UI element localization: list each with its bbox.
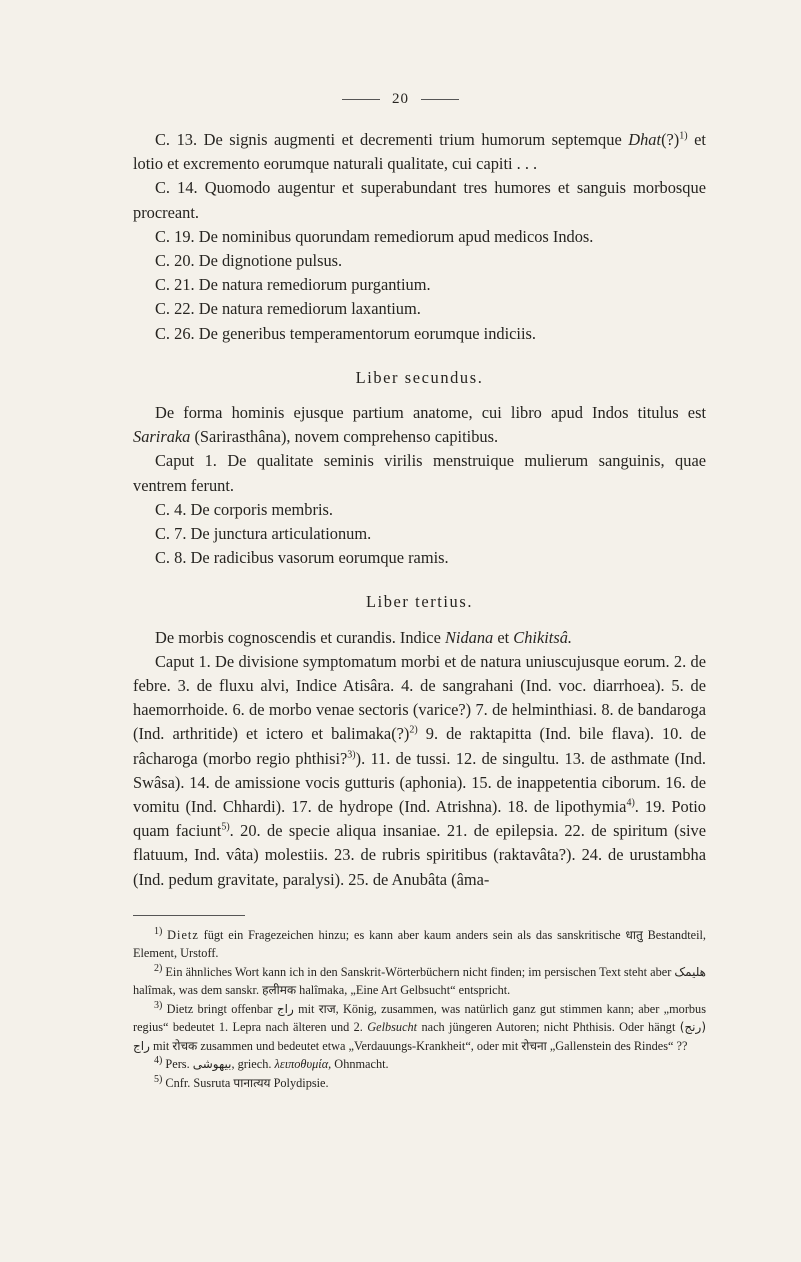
- liber-tertius-intro: De morbis cognoscendis et curandis. Indice Nidana et Chikitsâ.: [155, 627, 573, 647]
- page-number: 20: [392, 91, 409, 107]
- footnote-ref: 4): [626, 797, 635, 809]
- chapter-entry: C. 20. De dignotione pulsus.: [155, 251, 343, 271]
- chapter-entry: C. 13. De signis augmenti et decrementi trium humorum septemque Dhat(?)$^{1)}$ et lotio et excremento eorumque naturali qualitate, cui capiti . . .: [133, 130, 706, 174]
- liber-tertius-chapters: Caput 1. De divisione symptomatum morbi et de natura uniuscujusque eorum. 2. de febre. 3. de fluxu alvi, Indice Atisâra. 4. de sangrahani (Ind. voc. diarrhoea). 5. de haemorrhoide. 6. de morbo venae sectoris (varice?) 7. de helminthiasi. 8. de bandaroga (Ind. arthritide) et ictero et balimaka(?)$^{2)}$ 9. de raktapitta (Ind. bile flava). 10. de râcharoga (morbo regio phthisi?$^{3)}$). 11. de tussi. 12. de singultu. 13. de asthmate (Ind. Swâsa). 14. de amissione vocis gutturis (aphonia). 15. de inappetentia ciborum. 16. de vomitu (Ind. Chhardi). 17. de hydrope (Ind. Atrishna). 18. de lipothymia$^{4)}$. 19. Potio quam faciunt$^{5)}$. 20. de specie aliqua insaniae. 21. de epilepsia. 22. de spiritum (sive flatuum, Ind. vâta) molestiis. 23. de rubris spiritibus (raktavâta?). 24. de urustambha (Ind. pedum gravitate, paralysi). 25. de Anubâta (âma-: [133, 651, 706, 889]
- liber-tertius-heading: Liber tertius.: [365, 592, 474, 612]
- chapter-entry: C. 8. De radicibus vasorum eorumque ramis.: [155, 548, 449, 568]
- footnote-ref: 2): [409, 725, 418, 736]
- chapter-entry: C. 7. De junctura articulationum.: [155, 524, 372, 544]
- header-rule-right: [421, 99, 459, 100]
- footnote-separator: [133, 915, 245, 916]
- footnote-4: $^{4)}$ Pers. بیهوشی, griech. λειποθυμία, Ohnmacht.: [154, 1055, 389, 1072]
- footnote-3: $^{3)}$ Dietz bringt offenbar راج mit राज, König, zusammen, was natürlich ganz gut stimmen kann; aber „morbus regius“ bedeutet 1. Lepra nach älteren und 2. Gelbsucht nach jüngeren Autoren; nicht Phthisis. Oder hängt (رنج) راج mit रोचक zusammen und bedeutet etwa „Verdauungs-Krankheit“, oder mit रोचना „Gallenstein des Rindes“ ??: [133, 999, 706, 1053]
- page-number-header: [0, 91, 801, 108]
- main-text: [133, 128, 706, 1092]
- header-rule-left: [342, 99, 380, 100]
- liber-secundus-heading: Liber secundus.: [355, 367, 484, 387]
- footnotes: [133, 926, 706, 1093]
- chapter-entry: C. 4. De corporis membris.: [155, 499, 333, 519]
- footnote-ref: 3): [347, 749, 356, 761]
- footnote-2: $^{2)}$ Ein ähnliches Wort kann ich in den Sanskrit-Wörterbüchern nicht finden; im persischen Text steht aber هلیمک halîmak, was dem sanskr. हलीमक halîmaka, „Eine Art Gelbsucht“ entspricht.: [133, 962, 706, 998]
- chapter-entry: C. 19. De nominibus quorundam remediorum apud medicos Indos.: [155, 226, 594, 246]
- footnote-ref: 1): [679, 130, 688, 142]
- chapter-entry: C. 26. De generibus temperamentorum eorumque indiciis.: [155, 323, 537, 343]
- liber-secundus-intro: De forma hominis ejusque partium anatome, cui libro apud Indos titulus est Sariraka (Sarirasthâna), novem comprehenso capitibus.: [133, 403, 706, 447]
- footnote-5: $^{5)}$ Cnfr. Susruta पानात्यय Polydipsie.: [154, 1073, 329, 1090]
- footnote-ref: 5): [221, 821, 230, 833]
- chapter-entry: C. 21. De natura remediorum purgantium.: [155, 275, 431, 295]
- chapter-entry: C. 14. Quomodo augentur et superabundant tres humores et sanguis morbosque procreant.: [133, 178, 706, 222]
- chapter-entry: C. 22. De natura remediorum laxantium.: [155, 299, 421, 319]
- chapter-entry: Caput 1. De qualitate seminis virilis menstruique mulierum sanguinis, quae ventrem ferunt.: [133, 451, 706, 495]
- footnote-1: $^{1)}$ Dietz fügt ein Fragezeichen hinzu; es kann aber kaum anders sein als das sanskritische धातु Bestandteil, Element, Urstoff.: [133, 925, 706, 961]
